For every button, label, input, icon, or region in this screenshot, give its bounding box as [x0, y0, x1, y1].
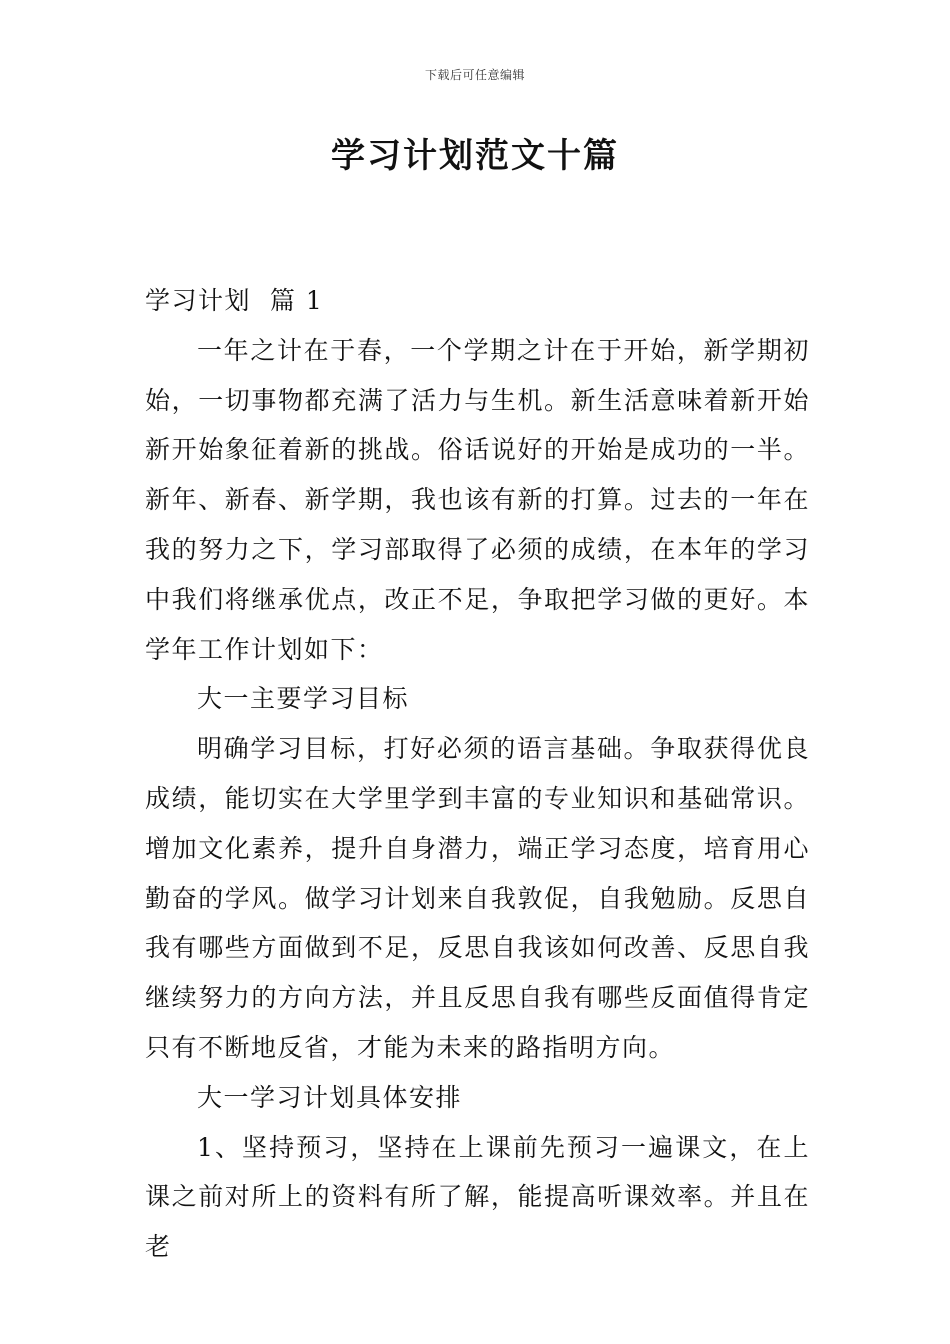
subheading-plan: 大一学习计划具体安排 [197, 1082, 463, 1112]
section-heading: 学习计划 篇 1 [145, 286, 324, 315]
subheading-goals: 大一主要学习目标 [197, 684, 410, 714]
paragraph-plan-item-1: 1、坚持预习，坚持在上课前先预习一遍课文，在上课之前对所上的资料有所了解，能提高听课效率。并且在老 [145, 1132, 810, 1262]
paragraph-goals: 明确学习目标，打好必须的语言基础。争取获得优良成绩，能切实在大学里学到丰富的专业知识和基础常识。增加文化素养，提升自身潜力，端正学习态度，培育用心勤奋的学风。做学习计划来自我敦促，自我勉励。反思自我有哪些方面做到不足，反思自我该如何改善、反思自我继续努力的方向方法，并且反思自我有哪些反面值得肯定只有不断地反省，才能为未来的路指明方向。 [145, 734, 810, 1062]
page-header-note: 下载后可任意编辑 [424, 68, 525, 82]
document-body [145, 276, 810, 1272]
paragraph-intro: 一年之计在于春，一个学期之计在于开始，新学期初始，一切事物都充满了活力与生机。新生活意味着新开始新开始象征着新的挑战。俗话说好的开始是成功的一半。新年、新春、新学期，我也该有新的打算。过去的一年在我的努力之下，学习部取得了必须的成绩，在本年的学习中我们将继承优点，改正不足，争取把学习做的更好。本学年工作计划如下： [145, 335, 810, 664]
document-title: 学习计划范文十篇 [331, 136, 619, 176]
